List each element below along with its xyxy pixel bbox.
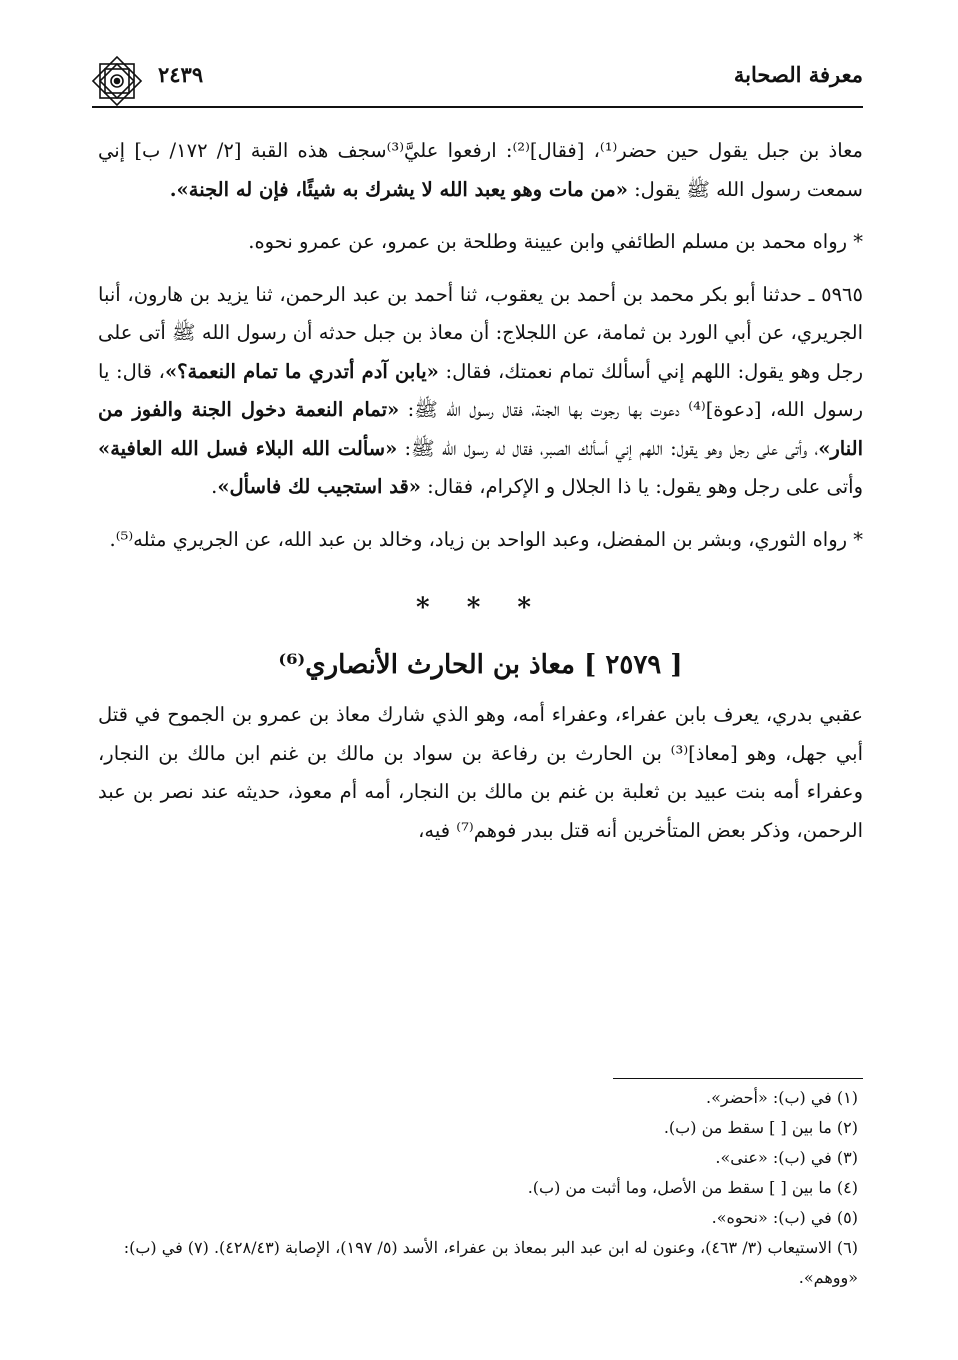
footnote-4: (٤) ما بين [ ] سقط من الأصل، وما أثبت من (ب). [527,1178,858,1197]
paragraph-4: * رواه الثوري، وبشر بن المفضل، وعبد الواحد بن زياد، وخالد بن عبد الله، عن الجريري مثله⁽⁵⁾. [109,527,863,551]
p3-quote-h: «قد استجيب لك فاسأل» [217,475,421,498]
header-rule [92,106,863,108]
footnote-1: (١) في (ب): «أحضر». [706,1088,858,1107]
p3-part-a: ٥٩٦٥ ـ حدثنا أبو بكر محمد بن أحمد بن يعقوب، ثنا أحمد بن عبد الرحمن، ثنا يزيد بن هارون، أنبا الجريري، عن أبي الورد بن ثمامة، عن اللجلاج: أن معاذ بن جبل حدثه أن رسول الله ﷺ أتى على رجل وهو يقول: اللهم إني أسألك تمام نعمتك، فقال: [98,282,863,383]
footnote-5: (٥) في (ب): «نحوه». [711,1208,858,1227]
p3-quote-b: «يابن آدم أتدري ما تمام النعمة؟» [164,359,439,383]
geometric-star-ornament-icon [88,52,146,110]
footnote-3: (٣) في (ب): «عنى». [715,1148,858,1167]
main-text [98,132,863,850]
p3-quote-d: «تمام النعمة دخول الجنة والفوز من النار» [98,398,863,460]
footnotes [98,1083,858,1293]
paragraph-1 [98,132,863,209]
paragraph-3 [98,276,863,507]
p3-part-i: . [211,475,218,498]
footnote-2: (٢) ما بين [ ] سقط من (ب). [663,1118,858,1137]
footnote-6: (٦) الاستيعاب (٣/ ٤٦٣)، وعنون له ابن عبد البر بمعاذ بن عفراء، الأسد (٥/ ١٩٧)، الإصابة (٤٢٨/٤٣). (٧) في (ب): «ووهم». [123,1238,858,1287]
footnote-rule [613,1078,863,1079]
book-title: معرفة الصحابة [733,62,863,87]
paragraph-1-text: معاذ بن جبل يقول حين حضر⁽¹⁾، [فقال]⁽²⁾: ارفعوا عليَّ⁽³⁾سجف هذه القبة [٢/ ١٧٢/ ب] إني سمعت رسول الله ﷺ يقول: [98,139,863,201]
section-heading: [ ٢٥٧٩ ] معاذ بن الحارث الأنصاري⁽⁶⁾ [278,649,683,680]
p3-quote-f: «سألت الله البلاء فسل الله العافية» [98,436,398,460]
page-number: ٢٤٣٩ [158,62,204,87]
p3-part-g: وأتى على رجل وهو يقول: يا ذا الجلال و الإكرام، فقال: [427,475,863,498]
paragraph-2: * رواه محمد بن مسلم الطائفي وابن عيينة وطلحة بن عمرو، عن عمرو نحوه. [248,230,863,253]
p3-part-e: ، وأتى على رجل وهو يقول: اللهم إني أسألك الصبر، فقال له رسول الله ﷺ: [404,436,819,460]
hadith-quote-1: «من مات وهو يعبد الله لا يشرك به شيئًا، فإن له الجنة». [169,177,628,201]
section-separator: * * * [416,593,545,623]
p3-part-c: ، قال: يا رسول الله، [دعوة]⁽⁴⁾ دعوت بها رجوت بها الجنة، فقال رسول الله ﷺ: [98,359,863,421]
page-header [88,52,863,100]
paragraph-5: عقبي بدري، يعرف بابن عفراء، وعفراء أمه، وهو الذي شارك معاذ بن عمرو بن الجموح في قتل أبي جهل، وهو [معاذ]⁽³⁾ بن الحارث بن رفاعة بن سواد بن مالك بن غنم ابن مالك بن النجار، وعفراء أمه بنت عبيد بن ثعلبة بن غنم بن مالك بن النجار، أمه أم معوذ، حديثه عند نصر بن عبد الرحمن، وذكر بعض المتأخرين أنه قتل ببدر فوهم⁽⁷⁾ فيه، [98,703,863,842]
